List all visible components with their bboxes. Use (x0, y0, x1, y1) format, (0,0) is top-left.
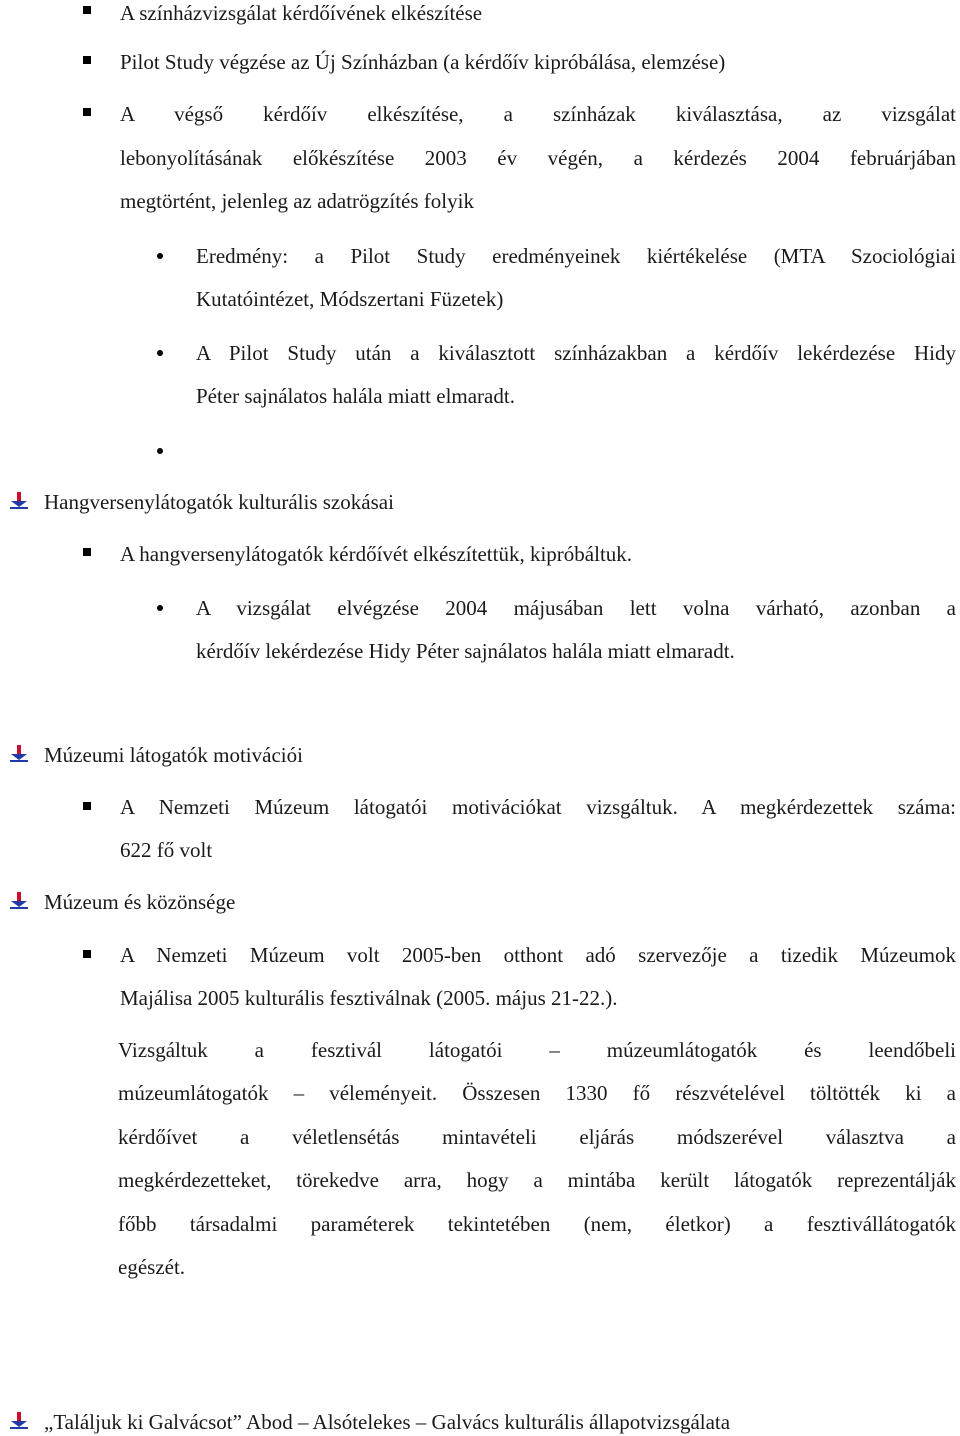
down-arrow-bullet-icon (8, 1411, 30, 1431)
down-arrow-bullet-icon (8, 891, 30, 911)
list-item: A színházvizsgálat kérdőívének elkészítése (120, 1, 483, 25)
list-item: A vizsgálat elvégzése 2004 májusában lett volna várható, azonban a (196, 596, 956, 620)
section-heading: Múzeumi látogatók motivációi (44, 743, 303, 767)
list-item-continuation: kérdőív lekérdezése Hidy Péter sajnálatos halála miatt elmaradt. (196, 639, 735, 663)
section-heading: Hangversenylátogatók kulturális szokásai (44, 490, 394, 514)
list-item-continuation: 622 fő volt (120, 838, 213, 862)
list-item: Eredmény: a Pilot Study eredményeinek kiértékelése (MTA Szociológiai (196, 244, 956, 268)
square-bullet-icon (83, 56, 91, 64)
section-heading: „Találjuk ki Galvácsot” Abod – Alsótelekes – Galvács kulturális állapotvizsgálata (44, 1410, 731, 1434)
list-item-continuation: Péter sajnálatos halála miatt elmaradt. (196, 384, 515, 408)
list-item-continuation: Kutatóintézet, Módszertani Füzetek) (196, 287, 504, 311)
body-paragraph-line: Vizsgáltuk a fesztivál látogatói – múzeumlátogatók és leendőbeli (118, 1038, 956, 1062)
section-heading: Múzeum és közönsége (44, 890, 236, 914)
list-item: A végső kérdőív elkészítése, a színházak kiválasztása, az vizsgálat (120, 102, 956, 126)
list-item-continuation: Majálisa 2005 kulturális fesztiválnak (2005. május 21-22.). (120, 986, 618, 1010)
body-paragraph-line: megkérdezetteket, törekedve arra, hogy a mintába került látogatók reprezentálják (118, 1168, 956, 1192)
round-bullet-icon (157, 253, 163, 259)
round-bullet-icon (157, 448, 163, 454)
square-bullet-icon (83, 802, 91, 810)
down-arrow-bullet-icon (8, 491, 30, 511)
body-paragraph-line: egészét. (118, 1255, 186, 1279)
list-item: A Nemzeti Múzeum volt 2005-ben otthont adó szervezője a tizedik Múzeumok (120, 943, 956, 967)
down-arrow-bullet-icon (8, 744, 30, 764)
list-item: A Nemzeti Múzeum látogatói motivációkat vizsgáltuk. A megkérdezettek száma: (120, 795, 956, 819)
body-paragraph-line: múzeumlátogatók – véleményeit. Összesen 1330 fő részvételével töltötték ki a (118, 1081, 956, 1105)
round-bullet-icon (157, 350, 163, 356)
list-item: Pilot Study végzése az Új Színházban (a kérdőív kipróbálása, elemzése) (120, 50, 726, 74)
square-bullet-icon (83, 108, 91, 116)
list-item-continuation: megtörtént, jelenleg az adatrögzítés folyik (120, 189, 474, 213)
list-item: A Pilot Study után a kiválasztott színházakban a kérdőív lekérdezése Hidy (196, 341, 956, 365)
list-item-continuation: lebonyolításának előkészítése 2003 év végén, a kérdezés 2004 februárjában (120, 146, 956, 170)
square-bullet-icon (83, 6, 91, 14)
square-bullet-icon (83, 950, 91, 958)
list-item: A hangversenylátogatók kérdőívét elkészítettük, kipróbáltuk. (120, 542, 633, 566)
square-bullet-icon (83, 548, 91, 556)
round-bullet-icon (157, 605, 163, 611)
body-paragraph-line: kérdőívet a véletlensétás mintavételi eljárás módszerével választva a (118, 1125, 956, 1149)
body-paragraph-line: főbb társadalmi paraméterek tekintetében (nem, életkor) a fesztivállátogatók (118, 1212, 956, 1236)
